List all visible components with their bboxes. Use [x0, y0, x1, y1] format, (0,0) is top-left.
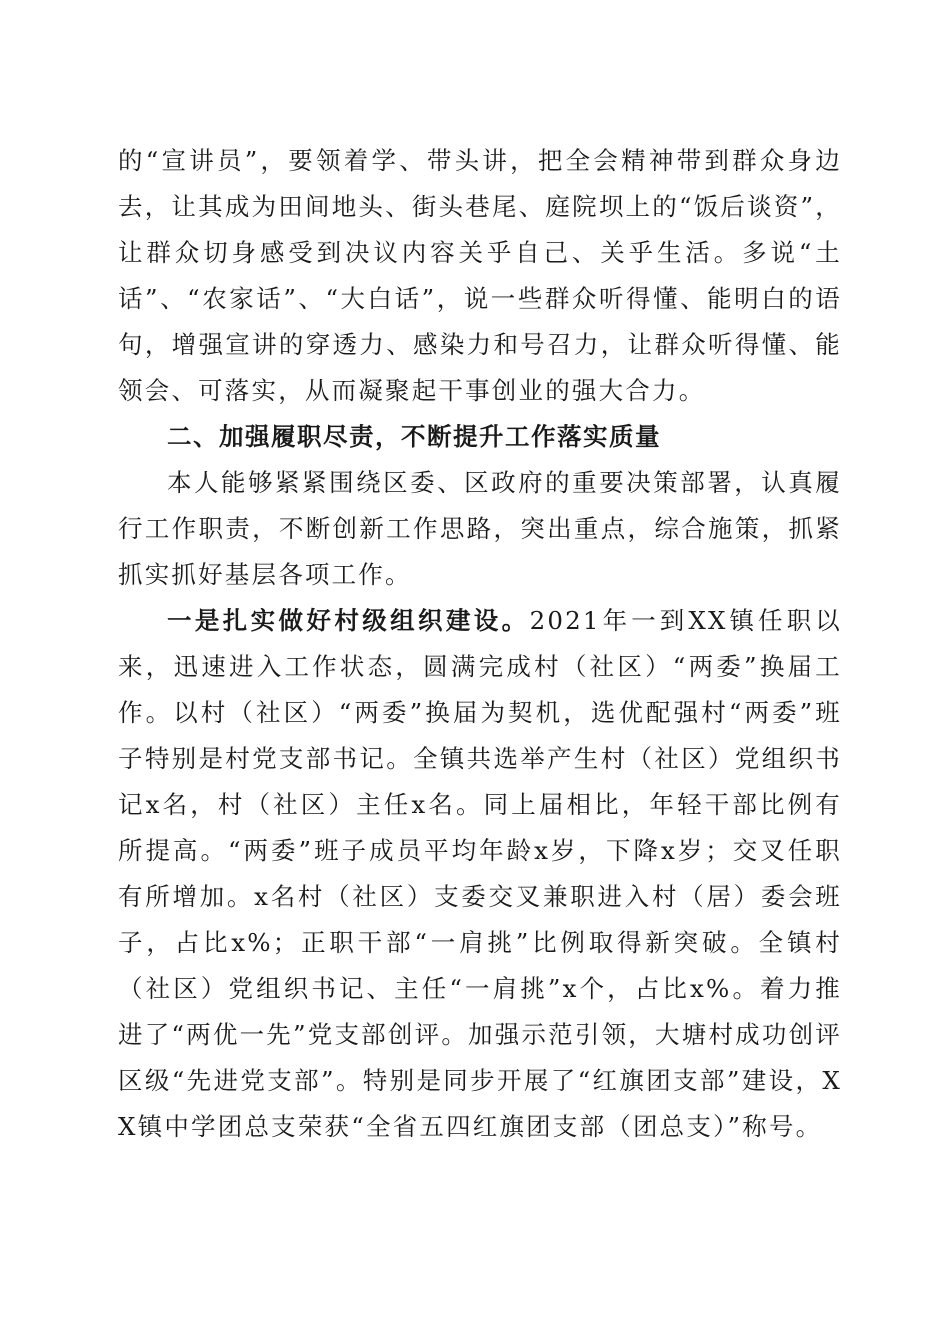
- paragraph-lead-phrase: 一是扎实做好村级组织建设。: [167, 606, 530, 635]
- paragraph-body-text: 2021年一到XX镇任职以来，迅速进入工作状态，圆满完成村（社区）“两委”换届工作。以村（社区）“两委”换届为契机，选优配强村“两委”班子特别是村党支部书记。全镇共选举产生村（社区）党组织书记x名，村（社区）主任x名。同上届相比，年轻干部比例有所提高。“两委”班子成员平均年龄x岁，下降x岁；交叉任职有所增加。x名村（社区）支委交叉兼职进入村（居）委会班子，占比x%；正职干部“一肩挑”比例取得新突破。全镇村（社区）党组织书记、主任“一肩挑”x个，占比x%。着力推进了“两优一先”党支部创评。加强示范引领，大塘村成功创评区级“先进党支部”。特别是同步开展了“红旗团支部”建设，XX镇中学团总支荣获“全省五四红旗团支部（团总支）”称号。: [118, 606, 843, 1141]
- paragraph-village-organization: [118, 598, 842, 1150]
- section-heading: 二、加强履职尽责，不断提升工作落实质量: [167, 422, 661, 451]
- paragraph-continuation: 的“宣讲员”，要领着学、带头讲，把全会精神带到群众身边去，让其成为田间地头、街头巷尾、庭院坝上的“饭后谈资”，让群众切身感受到决议内容关乎自己、关乎生活。多说“土话”、“农家话”、“大白话”，说一些群众听得懂、能明白的语句，增强宣讲的穿透力、感染力和号召力，让群众听得懂、能领会、可落实，从而凝聚起干事创业的强大合力。: [118, 146, 842, 405]
- paragraph-intro: 本人能够紧紧围绕区委、区政府的重要决策部署，认真履行工作职责，不断创新工作思路，突出重点，综合施策，抓紧抓实抓好基层各项工作。: [118, 468, 842, 589]
- document-body: [118, 138, 842, 1150]
